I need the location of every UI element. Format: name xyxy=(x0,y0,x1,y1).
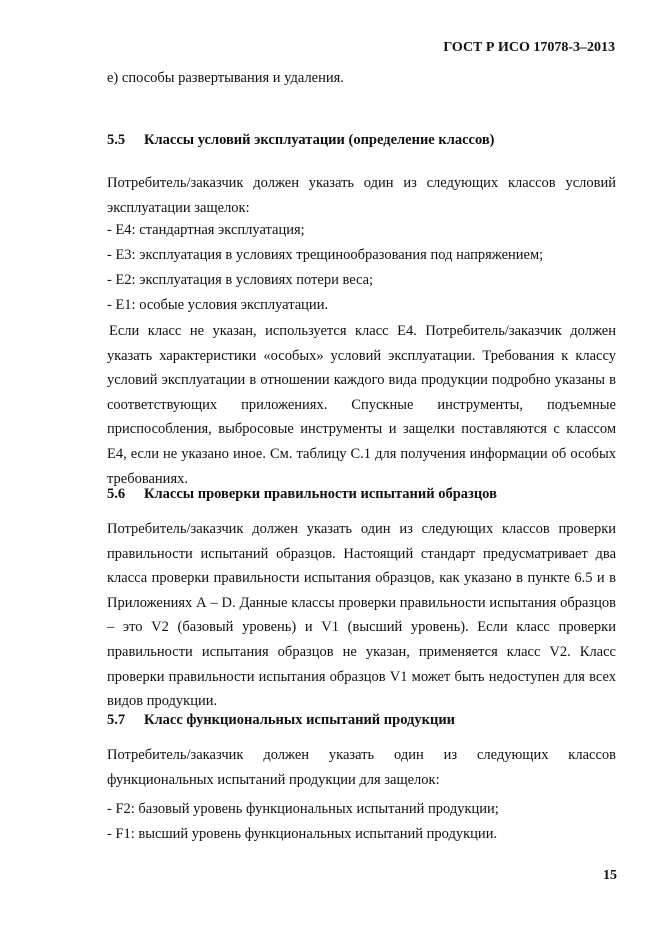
section-5-6-paragraph xyxy=(107,517,616,714)
section-5-5-number: 5.5 xyxy=(107,132,126,148)
section-5-6-heading xyxy=(107,486,497,503)
section-5-5-paragraph-1 xyxy=(107,171,616,220)
section-5-7-number: 5.7 xyxy=(107,712,126,728)
section-5-6-number: 5.6 xyxy=(107,486,126,502)
section-5-5-list-item: - E3: эксплуатация в условиях трещинообразования под напряжением; xyxy=(107,247,544,263)
intro-list-item: е) способы развертывания и удаления. xyxy=(107,70,344,86)
section-5-7-list-item: - F1: высший уровень функциональных испытаний продукции. xyxy=(107,826,498,842)
section-5-5-paragraph-2 xyxy=(107,319,616,491)
section-5-7-paragraph-text: Потребитель/заказчик должен указать один из следующих классов функциональных испытаний продукции для защелок: xyxy=(107,747,616,788)
section-5-6-title: Классы проверки правильности испытаний образцов xyxy=(144,486,497,502)
section-5-7-heading xyxy=(107,712,455,729)
page-header-standard: ГОСТ Р ИСО 17078-3–2013 xyxy=(443,40,615,55)
section-5-6-paragraph-text: Потребитель/заказчик должен указать один из следующих классов проверки правильности испытаний образцов. Настоящий стандарт предусматривает два класса проверки правильности испытания образцов, как указано в пункте 6.5 и в Приложениях А – D. Данные классы проверки правильности испытания образцов – это V2 (базовый уровень) и V1 (высший уровень). Если класс проверки правильности испытания образцов не указан, применяется класс V2. Класс проверки правильности испытания образцов V1 может быть недоступен для всех видов продукции. xyxy=(107,521,616,710)
section-5-5-list-item: - E1: особые условия эксплуатации. xyxy=(107,297,329,313)
section-5-5-heading xyxy=(107,132,495,149)
section-5-5-title: Классы условий эксплуатации (определение классов) xyxy=(144,132,495,148)
section-5-5-list-item: - E4: стандартная эксплуатация; xyxy=(107,222,305,238)
section-5-5-paragraph-1-text: Потребитель/заказчик должен указать один из следующих классов условий эксплуатации защелок: xyxy=(107,175,616,216)
section-5-5-paragraph-2-text: Если класс не указан, используется класс E4. Потребитель/заказчик должен указать характеристики «особых» условий эксплуатации. Требования к классу условий эксплуатации в отношении каждого вида продукции подробно указаны в соответствующих приложениях. Спускные инструменты, подъемные приспособления, выбросовые инструменты и защелки поставляются с классом E4, если не указано иное. См. таблицу С.1 для получения информации об особых требованиях. xyxy=(107,323,616,487)
section-5-7-list-item: - F2: базовый уровень функциональных испытаний продукции; xyxy=(107,801,499,817)
section-5-7-paragraph xyxy=(107,743,616,792)
page-number: 15 xyxy=(603,868,617,883)
section-5-5-list-item: - E2: эксплуатация в условиях потери веса; xyxy=(107,272,374,288)
section-5-7-title: Класс функциональных испытаний продукции xyxy=(144,712,456,728)
